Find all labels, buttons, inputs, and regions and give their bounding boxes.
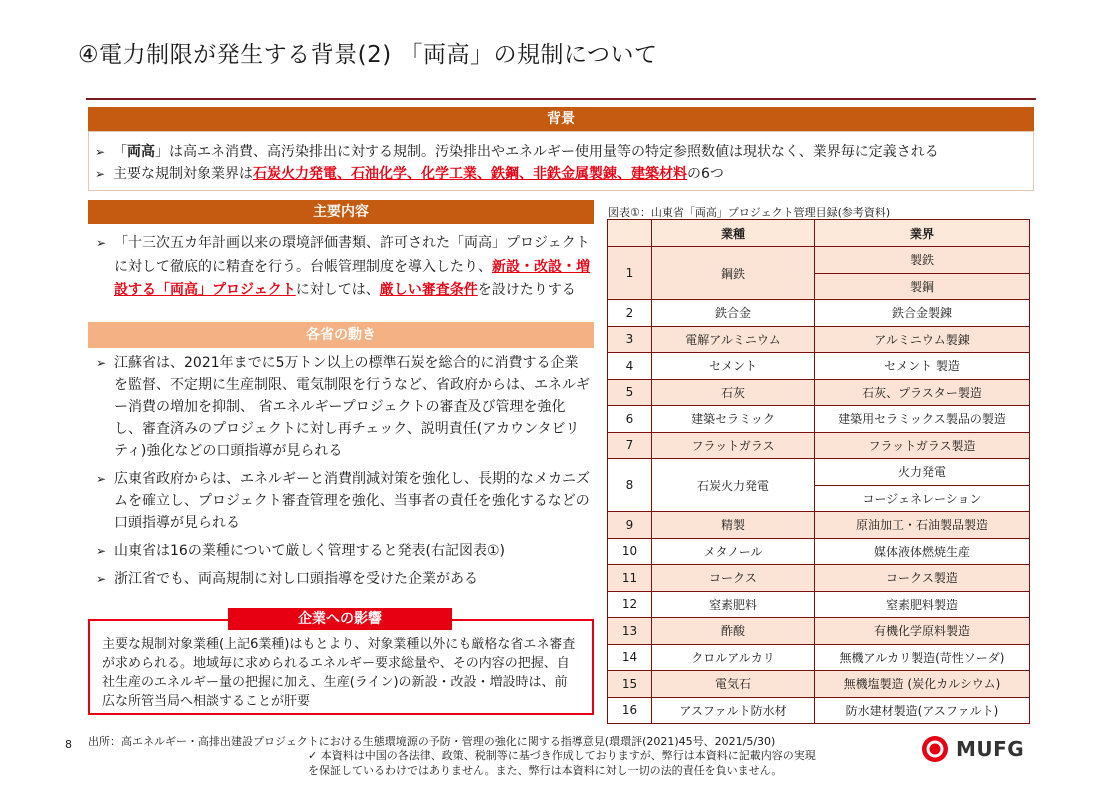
table-row xyxy=(608,671,1030,698)
row-number: 6 xyxy=(608,406,652,433)
row-sector: 無機アルカリ製造(苛性ソーダ) xyxy=(815,644,1030,671)
impact-header: 企業への影響 xyxy=(228,608,452,630)
table-row xyxy=(608,591,1030,618)
table-row xyxy=(608,565,1030,592)
page-number: 8 xyxy=(65,738,72,751)
row-sector: 石灰、プラスター製造 xyxy=(815,379,1030,406)
mufg-mark-icon xyxy=(920,734,950,764)
province-item: ➢ 山東省は16の業種について厳しく管理すると発表(右記図表①) xyxy=(96,540,590,562)
row-industry: 建築セラミック xyxy=(652,406,815,433)
row-industry: セメント xyxy=(652,353,815,380)
row-sector: 窒素肥料製造 xyxy=(815,591,1030,618)
header-industry: 業種 xyxy=(652,220,815,247)
row-industry: メタノール xyxy=(652,538,815,565)
header-sector: 業界 xyxy=(815,220,1030,247)
table-row xyxy=(608,326,1030,353)
row-industry: 石灰 xyxy=(652,379,815,406)
impact-text: 主要な規制対象業種(上記6業種)はもとより、対象業種以外にも厳格な省エネ審査が求められる。地域毎に求められるエネルギー要求総量や、その内容の把握、自社生産のエネルギー量の把握に加え、生産(ライン)の新設・改設・増設時は、前広な所管当局へ相談することが肝要 xyxy=(102,637,576,709)
row-number: 7 xyxy=(608,432,652,459)
text: 主要な規制対象業界は xyxy=(113,166,253,182)
province-item: ➢ 江蘇省は、2021年までに5万トン以上の標準石炭を総合的に消費する企業を監督、不定期に生産制限、電気制限を行うなど、省政府からは、エネルギー消費の増加を抑制、 省エネルギープロジェクトの審査及び管理を強化し、審査済みのプロジェクトに対し再チェック、説明責任(アカウンタビリティ)強化などの口頭指導が見られる xyxy=(96,352,590,462)
row-number: 15 xyxy=(608,671,652,698)
province-item: ➢ 浙江省でも、両高規制に対し口頭指導を受けた企業がある xyxy=(96,568,590,590)
row-industry: アスファルト防水材 xyxy=(652,697,815,724)
province-item: ➢ 広東省政府からは、エネルギーと消費削減対策を強化し、長期的なメカニズムを確立し、プロジェクト審査管理を強化、当事者の責任を強化するなどの口頭指導が見られる xyxy=(96,468,590,534)
row-industry: コークス xyxy=(652,565,815,592)
text: に対しては、 xyxy=(295,282,380,298)
row-number: 4 xyxy=(608,353,652,380)
row-number: 1 xyxy=(608,247,652,300)
row-sector: 無機塩製造 (炭化カルシウム) xyxy=(815,671,1030,698)
row-number: 12 xyxy=(608,591,652,618)
page-title: ④電力制限が発生する背景(2) 「両高」の規制について xyxy=(78,42,658,68)
row-number: 11 xyxy=(608,565,652,592)
bold-term: 両高 xyxy=(127,144,155,160)
source-note: 出所：高エネルギー・高排出建設プロジェクトにおける生態環境源の予防・管理の強化に関する指導意見(環環評(2021)45号、2021/5/30) xyxy=(88,735,776,748)
table-row xyxy=(608,459,1030,486)
table-row xyxy=(608,406,1030,433)
table-row xyxy=(608,618,1030,645)
row-number: 3 xyxy=(608,326,652,353)
text: の6つ xyxy=(687,166,724,182)
row-industry: 酢酸 xyxy=(652,618,815,645)
table-row xyxy=(608,247,1030,274)
province-list xyxy=(88,348,598,598)
row-industry: 電解アルミニウム xyxy=(652,326,815,353)
row-number: 9 xyxy=(608,512,652,539)
table-row xyxy=(608,300,1030,327)
text: を設けたりする xyxy=(477,282,576,298)
row-sector: 鉄合金製錬 xyxy=(815,300,1030,327)
row-sector: 製鉄 xyxy=(815,247,1030,274)
row-sector: 媒体液体燃焼生産 xyxy=(815,538,1030,565)
text: 「十三次五カ年計画以来の環境評価書類、許可された「両高」プロジェクトに対して徹底的に精査を行う。台帳管理制度を導入したり、 xyxy=(114,235,590,275)
header-no xyxy=(608,220,652,247)
disclaimer xyxy=(308,748,816,778)
table-row xyxy=(608,353,1030,380)
row-sector: 防水建材製造(アスファルト) xyxy=(815,697,1030,724)
row-number: 10 xyxy=(608,538,652,565)
highlight-industries: 石炭火力発電、石油化学、化学工業、鉄鋼、非鉄金属製錬、建築材料 xyxy=(253,166,687,182)
background-line-2 xyxy=(95,163,1033,185)
main-content-box xyxy=(88,224,598,320)
row-industry: 鉄合金 xyxy=(652,300,815,327)
row-industry: クロルアルカリ xyxy=(652,644,815,671)
table-row xyxy=(608,644,1030,671)
table-header-row xyxy=(608,220,1030,247)
row-number: 14 xyxy=(608,644,652,671)
row-number: 2 xyxy=(608,300,652,327)
row-sector: 建築用セラミックス製品の製造 xyxy=(815,406,1030,433)
disclaimer-line-1: ✓ 本資料は中国の各法律、政策、税制等に基づき作成しておりますが、弊行は本資料に記載内容の実現 xyxy=(308,749,816,762)
row-industry: フラットガラス xyxy=(652,432,815,459)
table-row xyxy=(608,538,1030,565)
table-caption: 図表①：山東省「両高」プロジェクト管理目録(参考資料) xyxy=(608,206,891,219)
table-body xyxy=(608,247,1030,724)
table-row xyxy=(608,697,1030,724)
row-number: 16 xyxy=(608,697,652,724)
row-number: 13 xyxy=(608,618,652,645)
row-industry: 電気石 xyxy=(652,671,815,698)
row-sector: 製鋼 xyxy=(815,273,1030,300)
table-row xyxy=(608,379,1030,406)
province-header: 各省の動き xyxy=(88,322,594,348)
row-industry: 鋼鉄 xyxy=(652,247,815,300)
disclaimer-line-2: を保証しているわけではありません。また、弊行は本資料に対し一切の法的責任を負いません。 xyxy=(308,764,783,777)
row-industry: 窒素肥料 xyxy=(652,591,815,618)
table-row xyxy=(608,432,1030,459)
background-line-1 xyxy=(95,141,1033,163)
mufg-logo xyxy=(920,734,1024,764)
row-sector: コージェネレーション xyxy=(815,485,1030,512)
row-industry: 石炭火力発電 xyxy=(652,459,815,512)
logo-text: MUFG xyxy=(956,737,1025,761)
row-industry: 精製 xyxy=(652,512,815,539)
row-sector: セメント 製造 xyxy=(815,353,1030,380)
row-sector: アルミニウム製錬 xyxy=(815,326,1030,353)
industry-table xyxy=(607,219,1030,724)
title-divider xyxy=(86,98,1036,100)
text: 」は高エネ消費、高汚染排出に対する規制。汚染排出やエネルギー使用量等の特定参照数値は現状なく、業界毎に定義される xyxy=(155,144,939,160)
row-sector: 火力発電 xyxy=(815,459,1030,486)
row-sector: 有機化学原料製造 xyxy=(815,618,1030,645)
text: 「 xyxy=(113,144,127,160)
row-sector: コークス製造 xyxy=(815,565,1030,592)
main-content-text xyxy=(96,232,590,303)
row-number: 8 xyxy=(608,459,652,512)
impact-box xyxy=(88,619,594,715)
main-content-header: 主要内容 xyxy=(88,200,594,224)
highlight-projects: 新設・改設・増設する「両高」プロジェクト xyxy=(114,258,590,298)
row-sector: 原油加工・石油製品製造 xyxy=(815,512,1030,539)
highlight-conditions: 厳しい審査条件 xyxy=(379,282,478,298)
row-number: 5 xyxy=(608,379,652,406)
table-row xyxy=(608,512,1030,539)
row-sector: フラットガラス製造 xyxy=(815,432,1030,459)
background-box xyxy=(88,131,1034,191)
background-header: 背景 xyxy=(88,107,1034,131)
